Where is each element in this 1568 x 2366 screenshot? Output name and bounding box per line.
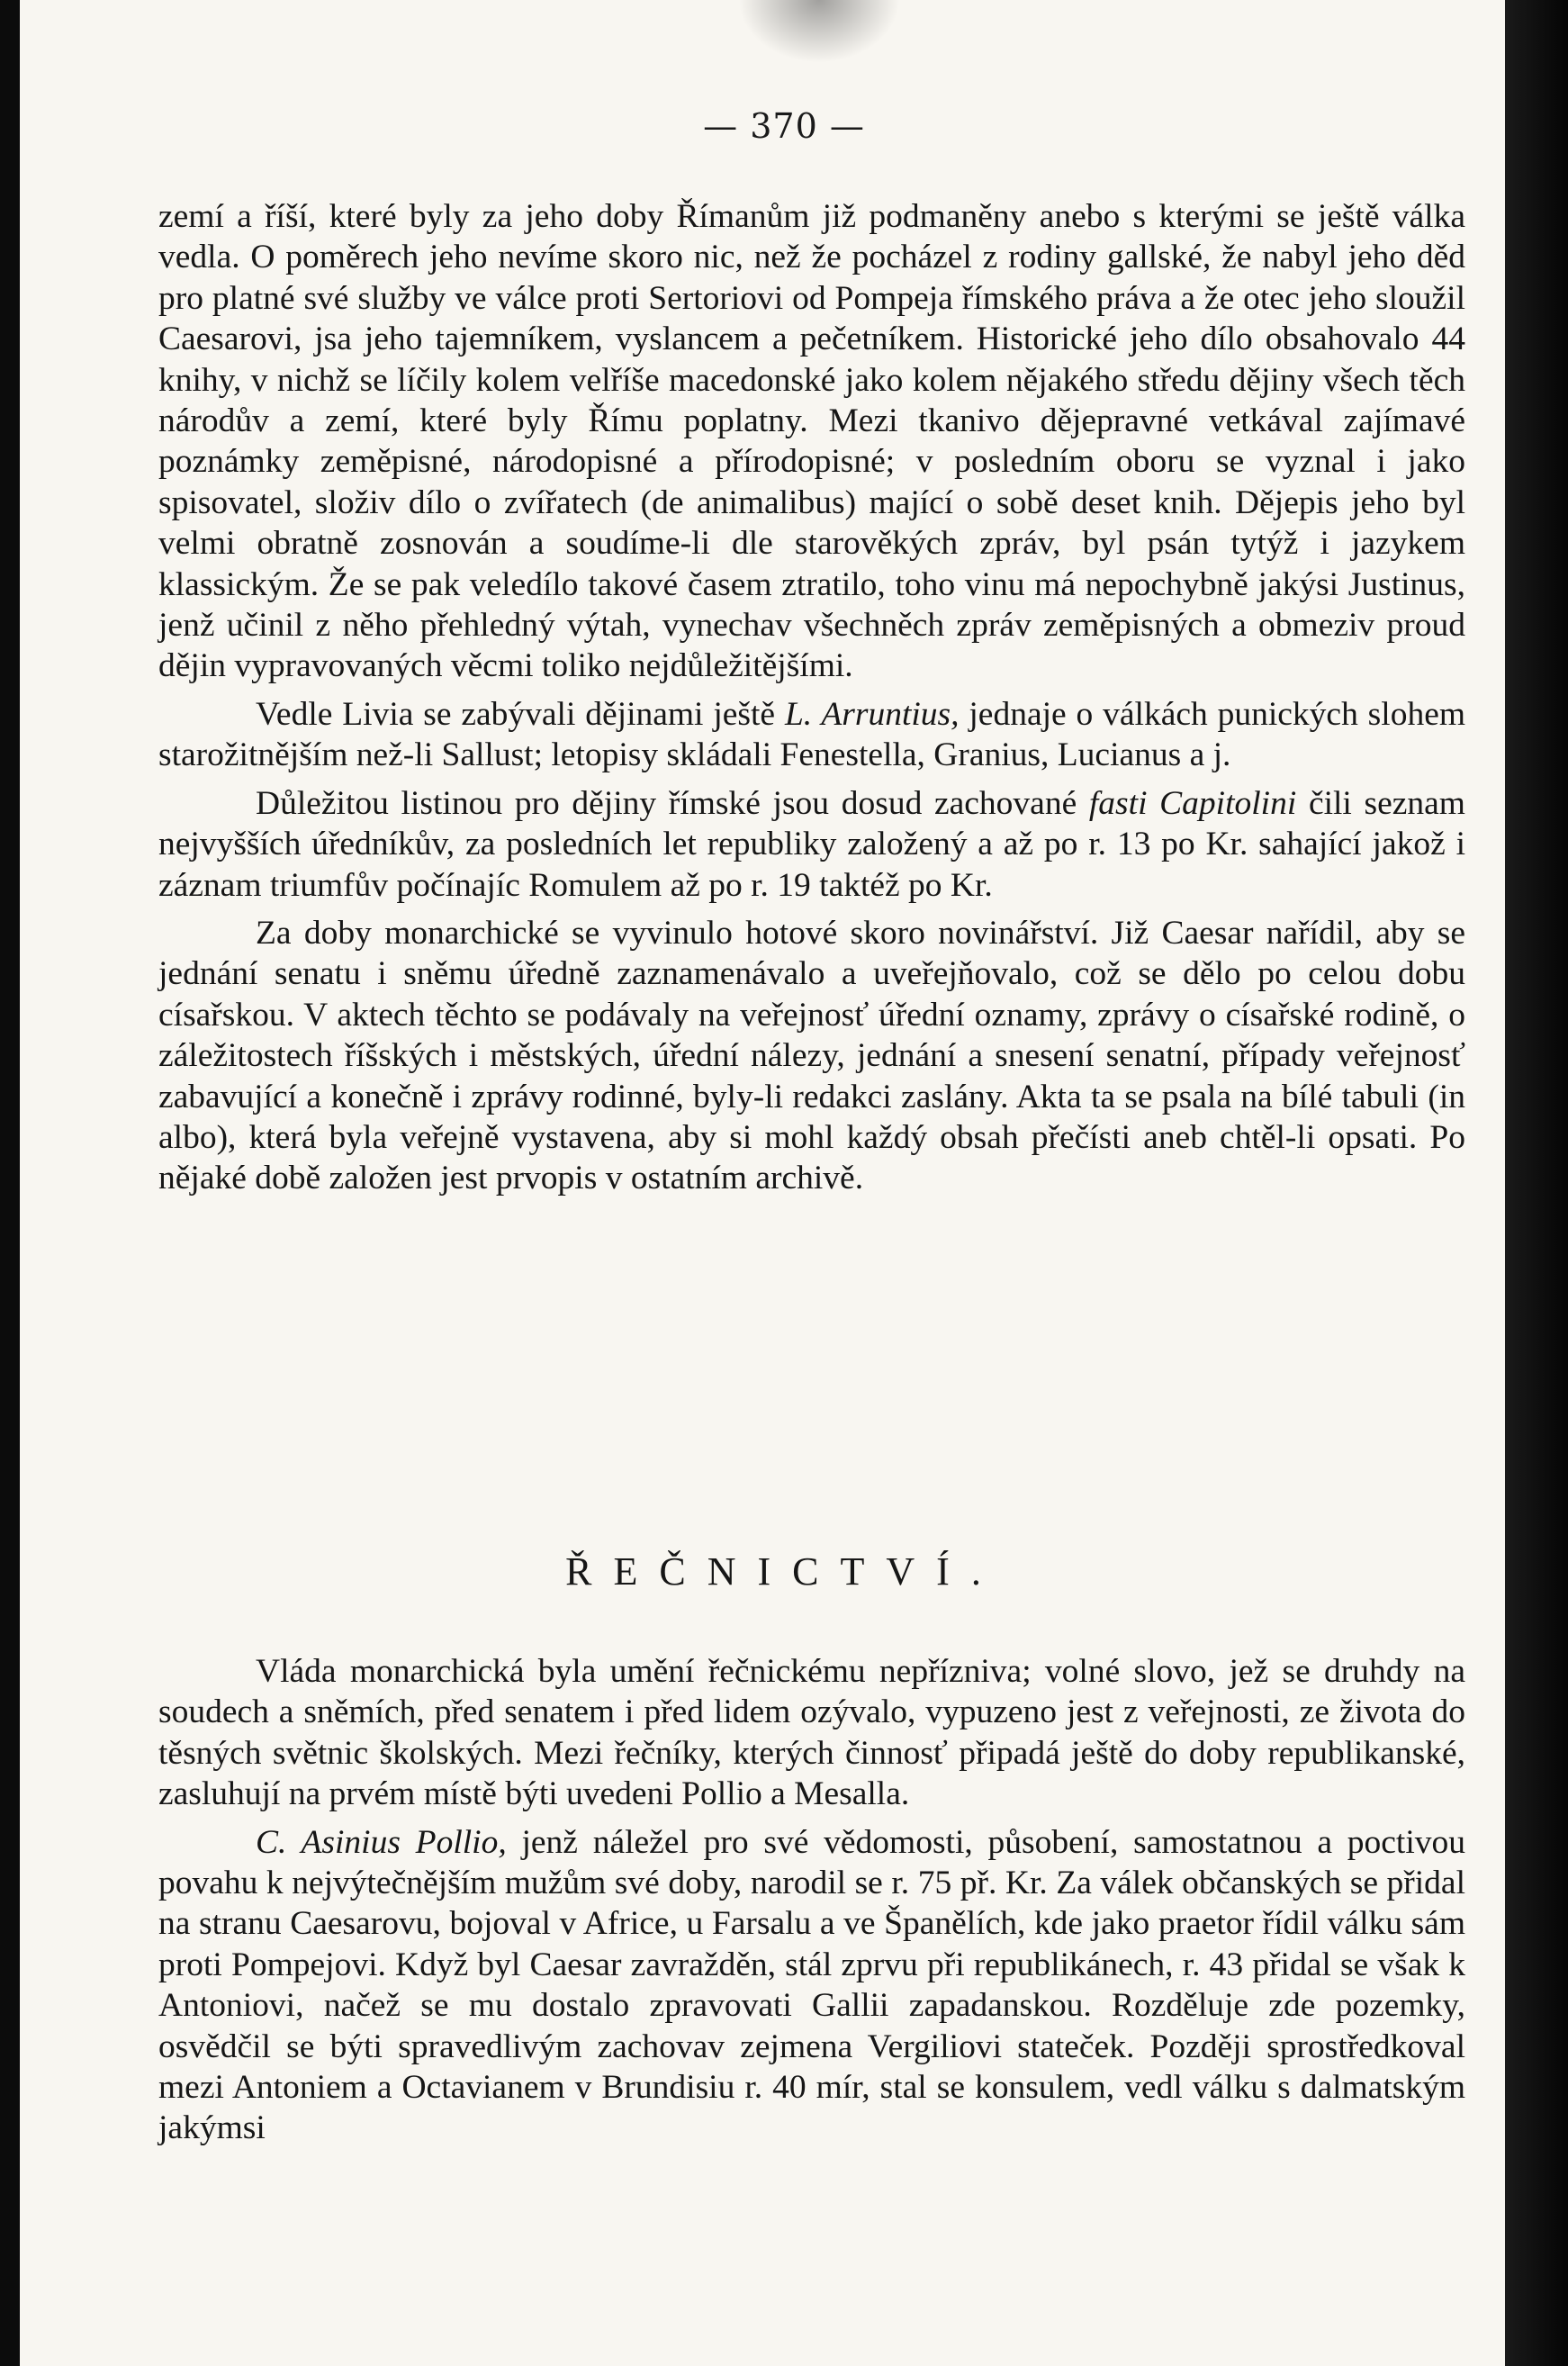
page-number: — 370 — <box>0 106 1568 146</box>
section-text <box>158 1651 1465 2149</box>
paragraph-1: zemí a říší, které byly za jeho doby Římanům již podmaněny anebo s kterými se ještě válka vedla. O poměrech jeho nevíme skoro nic, než že pocházel z rodiny gallské, že nabyl jeho děd pro platné své služby ve válce proti Sertoriovi od Pompeja římského práva a že otec jeho sloužil Caesarovi, jsa jeho tajemníkem, vyslancem a pečetníkem. Historické jeho dílo obsahovalo 44 knihy, v nichž se líčily kolem velříše macedonské jako kolem nějakého středu dějiny všech těch národův a zemí, které byly Římu poplatny. Mezi tkanivo dějepravné vetkával zajímavé poznámky zeměpisné, národopisné a přírodopisné; v posledním oboru se vyznal i jako spisovatel, složiv dílo o zvířatech (de animalibus) mající o sobě deset knih. Dějepis jeho byl velmi obratně zosnován a soudíme-li dle starověkých zpráv, byl psán tytýž i jazykem klassickým. Že se pak veledílo takové časem ztratilo, toho vinu má nepochybně jakýsi Justinus, jenž učinil z něho přehledný výtah, vynechav všechněch zpráv zeměpisných a obmeziv proud dějin vypravovaných věcmi toliko nejdůležitějšími. <box>158 198 1465 685</box>
paragraph-5: Vláda monarchická byla umění řečnickému nepřízniva; volné slovo, jež se druhdy na soudech a sněmích, před senatem i před lidem ozývalo, vypuzeno jest z veřejnosti, ze života do těsných světnic školských. Mezi řečníky, kterých činnosť připadá ještě do doby republikanské, zasluhují na prvém místě býti uvedeni Pollio a Mesalla. <box>158 1653 1465 1813</box>
paragraph-4: Za doby monarchické se vyvinulo hotové skoro novinářství. Již Caesar nařídil, aby se jednání senatu i sněmu úředně zaznamenávalo a uveřejňovalo, což se dělo po celou dobu císařskou. V aktech těchto se podávaly na veřejnosť úřední oznamy, zprávy o císařské rodině, o záležitostech říšských i městských, úřední nálezy, jednání a snesení senatní, případy veřejnosť zabavující a konečně i zprávy rodinné, byly-li redakci zaslány. Akta ta se psala na bílé tabuli (in albo), která byla veřejně vystavena, aby si mohl každý obsah přečísti aneb chtěl-li opsati. Po nějaké době založen jest prvopis v ostatním archivě. <box>158 914 1465 1197</box>
person-name: C. Asinius Pollio, <box>256 1823 507 1861</box>
document-name: fasti Capitolini <box>1088 784 1297 822</box>
scan-edge <box>1505 0 1568 2366</box>
person-name: L. Arruntius, <box>784 695 960 733</box>
paragraph-6: C. Asinius Pollio, jenž náležel pro své vědomosti, působení, samostatnou a poctivou povahu k nejvýtečnějším mužům své doby, narodil se r. 75 př. Kr. Za válek občanských se přidal na stranu Caesarovu, bojoval v Africe, u Farsalu a ve Španělích, kde jako praetor řídil válku sám proti Pompejovi. Když byl Caesar zavražděn, stál zprvu při republikánech, r. 43 přidal se však k Antoniovi, načež se mu dostalo zpravovati Gallii zapadanskou. Rozděluje zde pozemky, osvědčil se býti spravedlivým zachovav zejmena Vergiliovi stateček. Později sprostředkoval mezi Antoniem a Octavianem v Brundisiu r. 40 mír, stal se konsulem, vedl válku s dalmatským jakýmsi <box>158 1823 1465 2147</box>
section-heading: ŘEČNICTVÍ. <box>565 1549 1003 1594</box>
paragraph-3: Důležitou listinou pro dějiny římské jsou dosud zachované fasti Capitolini čili seznam nejvyšších úředníkův, za posledních let republiky založený a až po r. 13 po Kr. sahající jakož i záznam triumfův počínajíc Romulem až po r. 19 taktéž po Kr. <box>158 784 1465 904</box>
main-text <box>158 196 1465 1199</box>
paragraph-2: Vedle Livia se zabývali dějinami ještě L. Arruntius, jednaje o válkách punických slohem starožitnějším než-li Sallust; letopisy skládali Fenestella, Granius, Lucianus a j. <box>158 695 1466 774</box>
scan-smudge <box>738 0 900 63</box>
